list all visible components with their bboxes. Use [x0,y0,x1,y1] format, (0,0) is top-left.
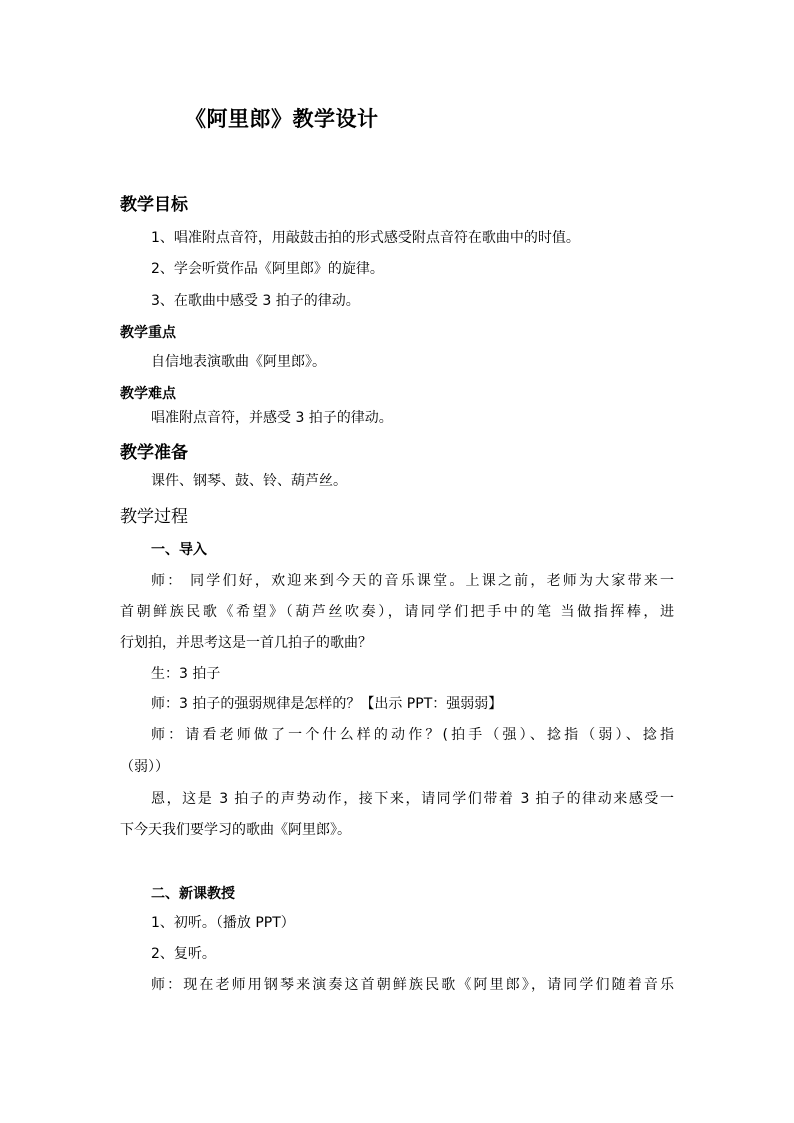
objective-item-3: 3、在歌曲中感受 3 拍子的律动。 [151,293,360,309]
heading-preparation: 教学准备 [120,443,188,463]
intro-line-1: 师： 同学们好，欢迎来到今天的音乐课堂。上课之前，老师为大家带来一 [151,573,674,589]
objective-item-2: 2、学会听赏作品《阿里郎》的旋律。 [151,261,384,277]
new-lesson-line-1: 1、初听。（播放 PPT） [151,915,295,931]
heading-objectives: 教学目标 [120,195,188,215]
document-title: 《阿里郎》教学设计 [185,107,379,131]
key-points-text: 自信地表演歌曲《阿里郎》。 [151,354,326,370]
new-lesson-line-3: 师：现在老师用钢琴来演奏这首朝鲜族民歌《阿里郎》，请同学们随着音乐 [151,977,674,993]
heading-key-points: 教学重点 [120,325,176,341]
intro-line-7: （弱）） [120,759,169,775]
heading-intro: 一、导入 [151,542,207,558]
intro-line-9: 下今天我们要学习的歌曲《阿里郎》。 [120,822,351,838]
difficulties-text: 唱准附点音符，并感受 3 拍子的律动。 [151,410,393,426]
new-lesson-line-2: 2、复听。 [151,946,216,962]
intro-line-8: 恩，这是 3 拍子的声势动作，接下来，请同学们带着 3 拍子的律动来感受一 [151,791,674,807]
intro-line-4: 生：3 拍子 [151,666,221,682]
heading-difficulties: 教学难点 [120,386,176,402]
heading-new-lesson: 二、新课教授 [151,886,235,902]
intro-line-3: 行划拍，并思考这是一首几拍子的歌曲？ [120,635,372,651]
intro-line-5: 师：3 拍子的强弱规律是怎样的？【出示 PPT：强弱弱】 [151,696,503,712]
preparation-text: 课件、钢琴、鼓、铃、葫芦丝。 [151,473,347,489]
intro-line-2: 首朝鲜族民歌《希望》（葫芦丝吹奏），请同学们把手中的笔 当做指挥棒，进 [120,604,674,620]
objective-item-1: 1、唱准附点音符，用敲鼓击拍的形式感受附点音符在歌曲中的时值。 [151,230,580,246]
heading-process: 教学过程 [120,507,188,527]
intro-line-6: 师：请看老师做了一个什么样的动作？(拍手（强）、捻指（弱）、捻指 [151,727,674,743]
